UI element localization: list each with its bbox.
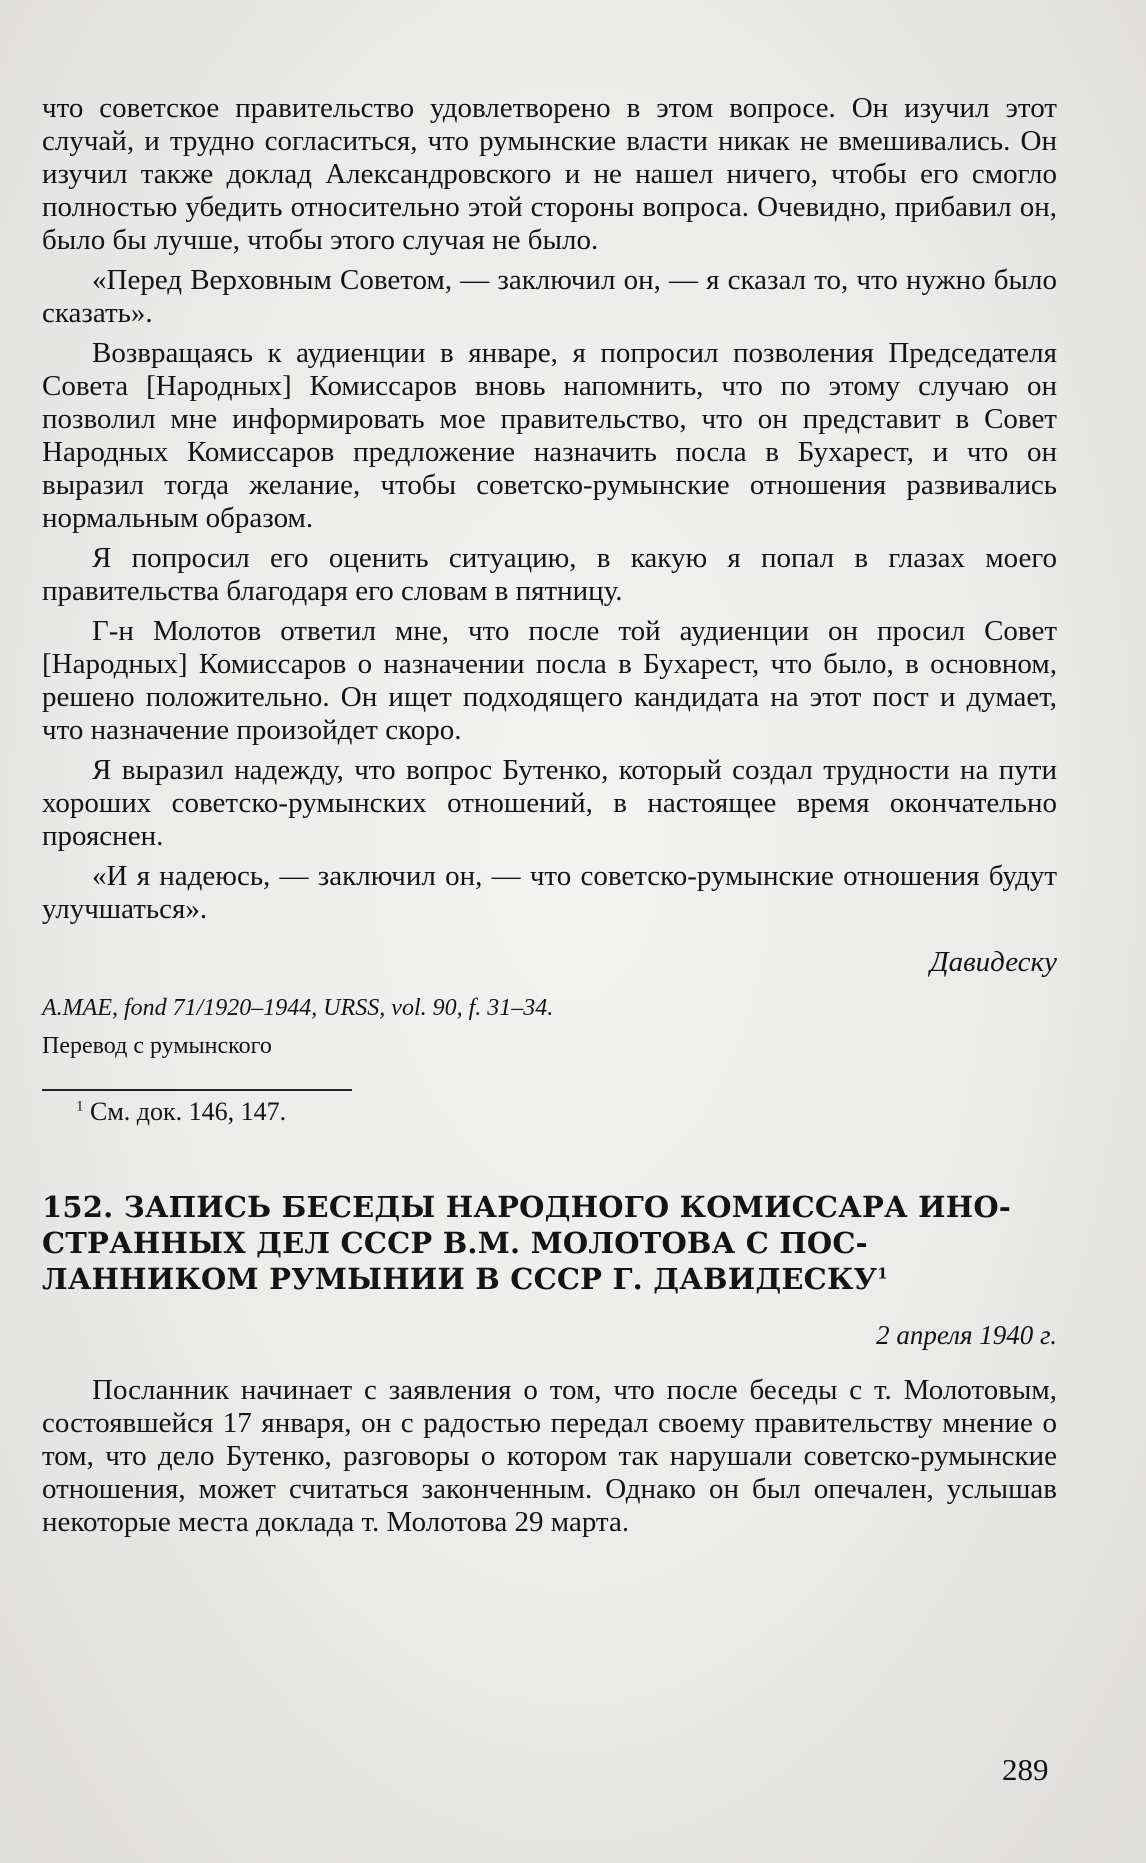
document-date: 2 апреля 1940 г. [876,1320,1057,1350]
archive-source: A.MAE, fond 71/1920–1944, URSS, vol. 90, f. 31–34. [42,995,554,1021]
heading-line [42,1261,1057,1297]
footnote-mark: 1 [76,1098,84,1115]
document-body-top [42,92,1057,926]
translation-note: Перевод с румынского [42,1033,272,1059]
paragraph: Г-н Молотов ответил мне, что после той аудиенции он просил Совет [Народных] Комиссаров о назначении посла в Бухарест, что было, в основном, решено положительно. Он ищет подходящего кандидата на этот пост и думает, что назначение произойдет скоро. [42,615,1057,746]
document-body-bottom [42,1374,1057,1539]
paragraph: Посланник начинает с заявления о том, что после беседы с т. Молотовым, состоявшейся 17 января, он с радостью передал своему правительству мнение о том, что дело Бутенко, разговоры о котором так нарушали советско-румынские отношения, может считаться законченным. Однако он был опечален, услышав некоторые места доклада т. Молотова 29 марта. [42,1374,1057,1538]
signature: Давидеску [930,946,1057,978]
paragraph: «Перед Верховным Советом, — заключил он, — я сказал то, что нужно было сказать». [42,264,1057,329]
paragraph: Я выразил надежду, что вопрос Бутенко, который создал трудности на пути хороших советско-румынских отношений, в настоящее время окончательно прояснен. [42,754,1057,852]
footnote [42,1097,1057,1127]
paragraph: Возвращаясь к аудиенции в январе, я попросил позволения Председателя Совета [Народных] Комиссаров вновь напомнить, что по этому случаю он позволил мне информировать мое правительство, что он представит в Совет Народных Комиссаров предложение назначить посла в Бухарест, и что он выразил тогда желание, чтобы советско-румынские отношения развивались нормальным образом. [42,337,1057,534]
heading-footnote-mark: 1 [877,1264,888,1283]
heading-line-text: ЛАННИКОМ РУМЫНИИ В СССР Г. ДАВИДЕСКУ [42,1262,878,1296]
text-column [42,92,1057,1539]
page-number: 289 [1002,1752,1049,1787]
heading-line: СТРАННЫХ ДЕЛ СССР В.М. МОЛОТОВА С ПОС- [42,1226,868,1260]
document-heading [42,1189,1057,1297]
paragraph: Я попросил его оценить ситуацию, в какую я попал в глазах моего правительства благодаря его словам в пятницу. [42,542,1057,607]
paragraph: что советское правительство удовлетворено в этом вопросе. Он изучил этот случай, и трудно согласиться, что румынские власти никак не вмешивались. Он изучил также доклад Александровского и не нашел ничего, чтобы его смогло полностью убедить относительно этой стороны вопроса. Очевидно, прибавил он, было бы лучше, чтобы этого случая не было. [42,92,1057,256]
paragraph: «И я надеюсь, — заключил он, — что советско-румынские отношения будут улучшаться». [42,860,1057,925]
footnote-divider [42,1089,352,1091]
heading-line: 152. ЗАПИСЬ БЕСЕДЫ НАРОДНОГО КОМИССАРА ИНО- [42,1190,1012,1224]
footnote-text: См. док. 146, 147. [90,1097,287,1126]
